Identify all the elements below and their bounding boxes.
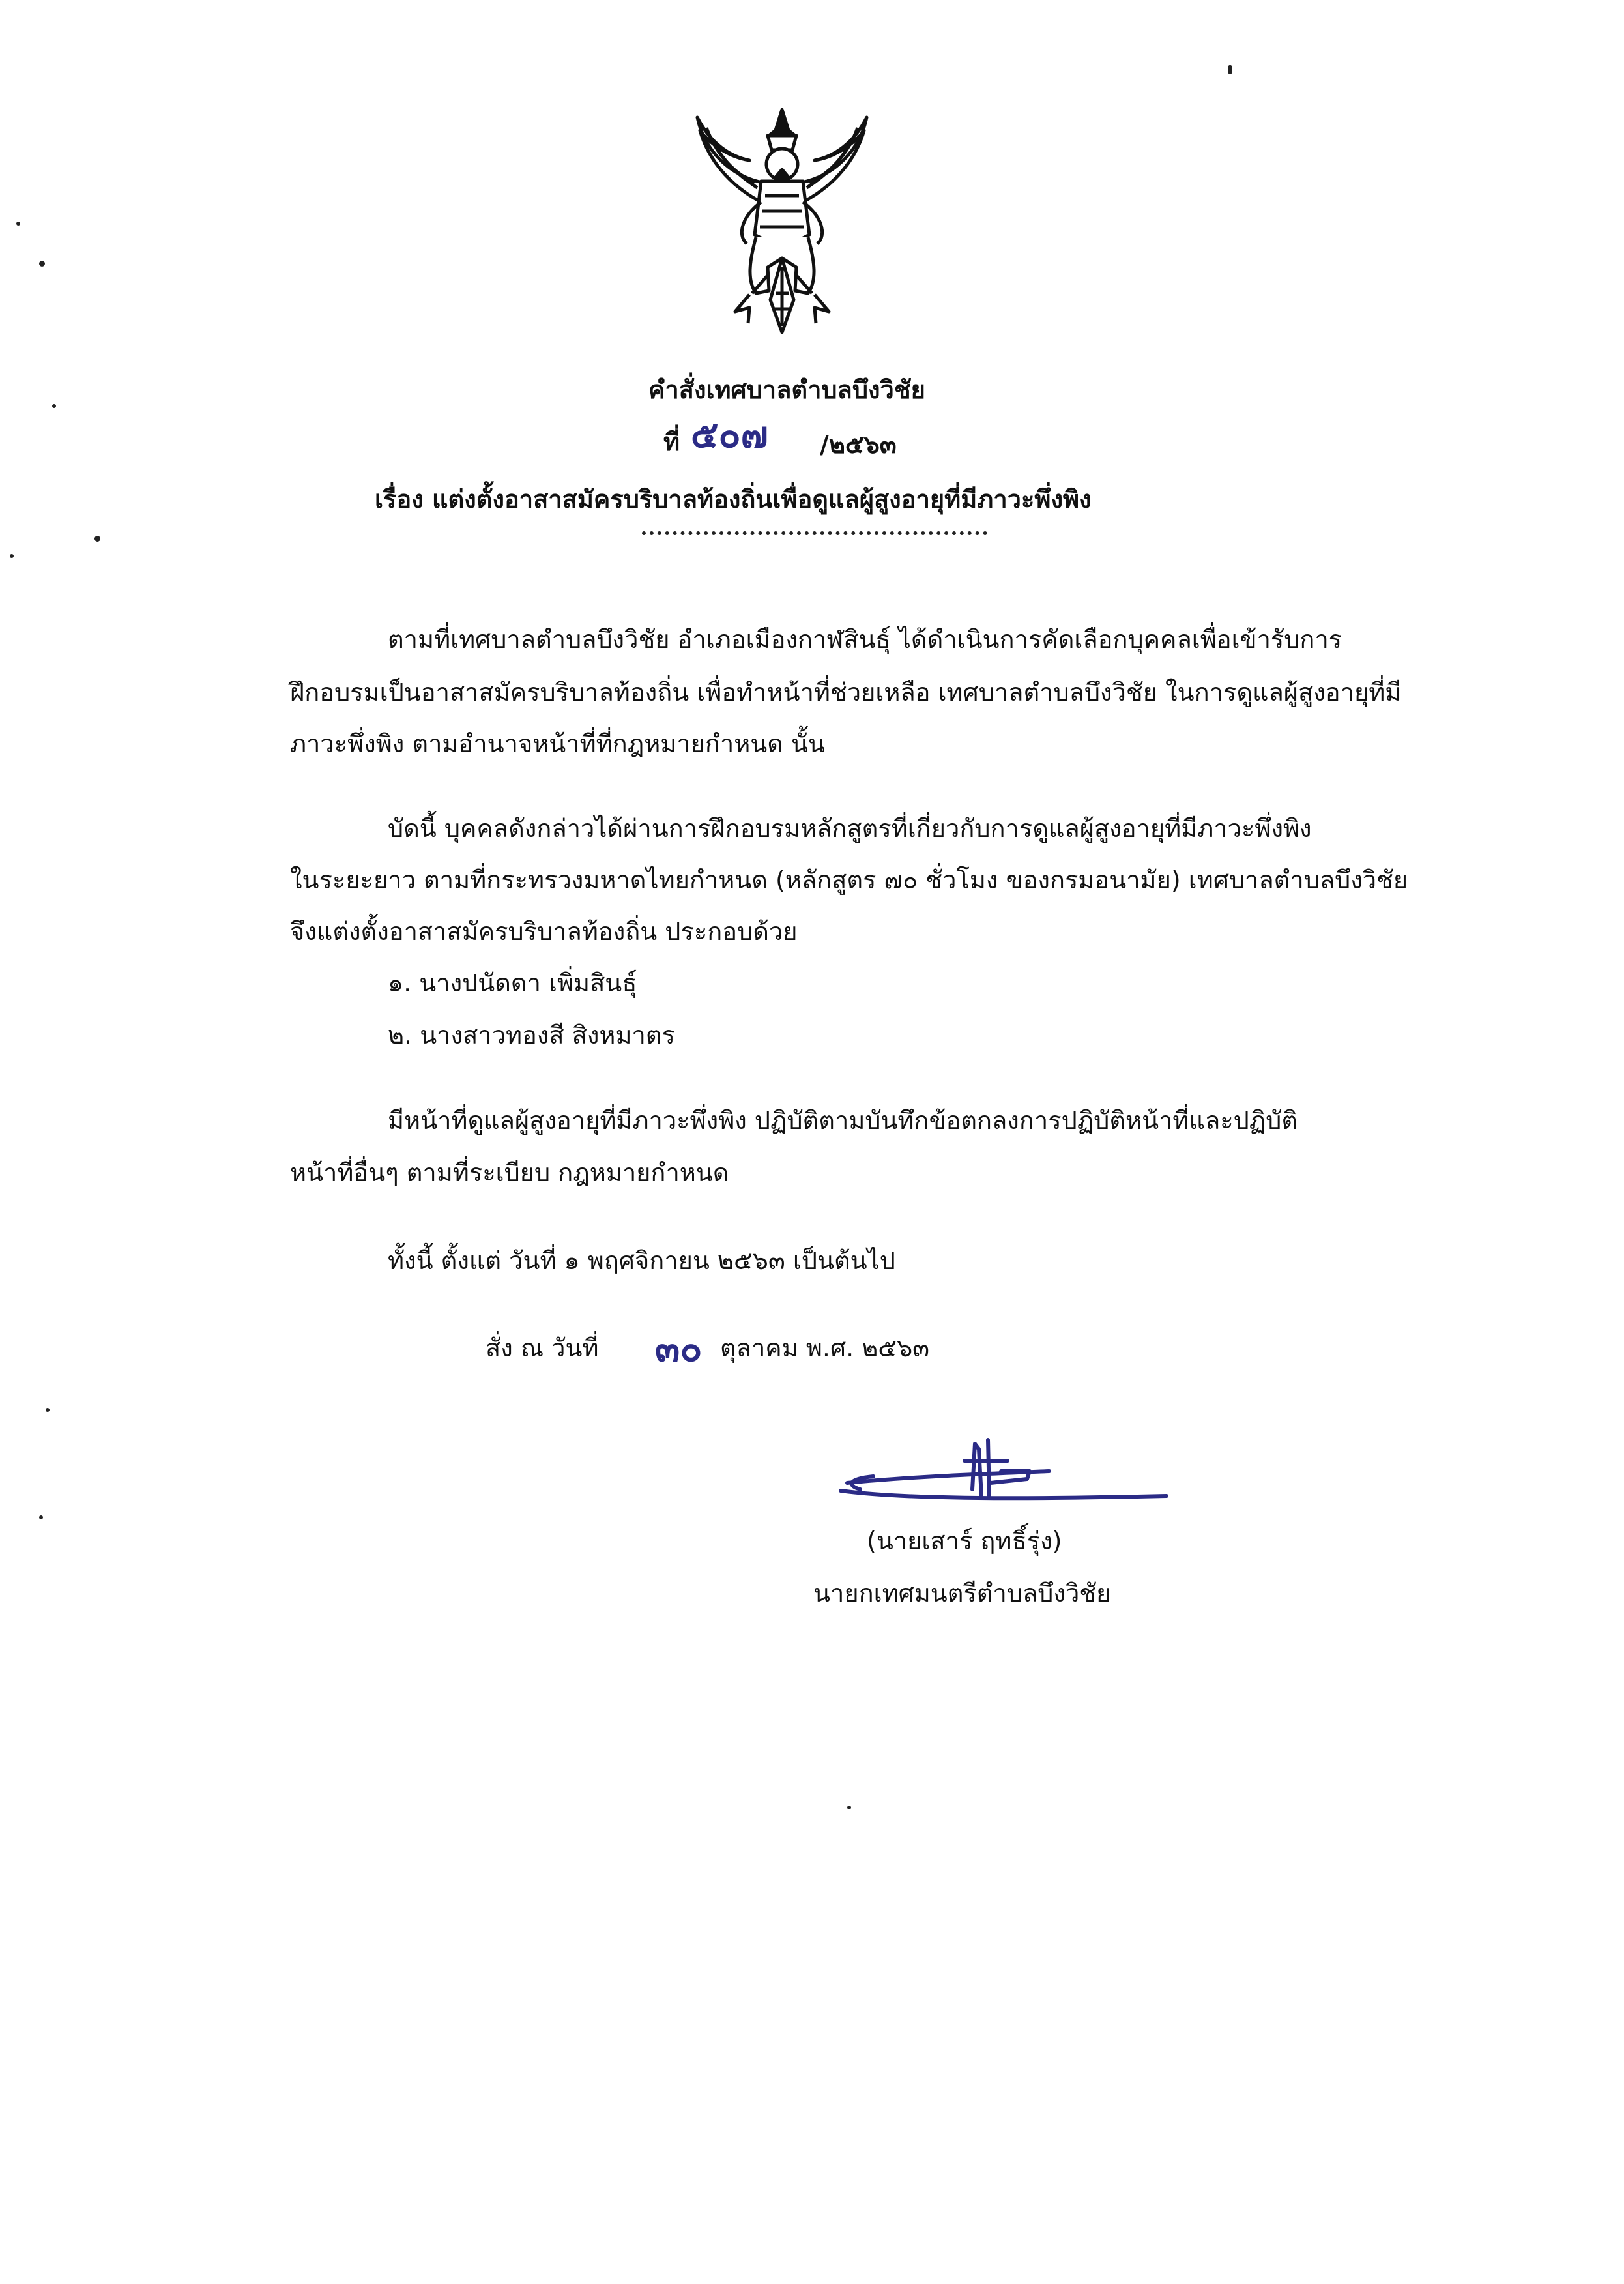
order-number-prefix: ที่	[663, 428, 680, 456]
scan-speck	[1228, 65, 1232, 74]
order-date-day-handwritten: ๓๐	[655, 1327, 703, 1370]
garuda-emblem-icon	[684, 104, 880, 339]
order-year: /๒๕๖๓	[820, 430, 897, 459]
paragraph-2-line-2: ในระยะยาว ตามที่กระทรวงมหาดไทยกำหนด (หลักสูตร ๗๐ ชั่วโมง ของกรมอนามัย) เทศบาลตำบลบึงวิชัย	[290, 866, 1408, 894]
order-date-prefix: สั่ง ณ วันที่	[486, 1334, 599, 1362]
paragraph-3-line-1: มีหน้าที่ดูแลผู้สูงอายุที่มีภาวะพึ่งพิง ปฏิบัติตามบันทึกข้อตกลงการปฏิบัติหน้าที่และปฏิบัติ	[388, 1106, 1298, 1135]
scan-speck	[847, 1806, 851, 1809]
appointee-list-item: ๒. นางสาวทองสี สิงหมาตร	[388, 1021, 675, 1049]
header-divider	[642, 531, 987, 535]
paragraph-2-line-1: บัดนี้ บุคคลดังกล่าวได้ผ่านการฝึกอบรมหลักสูตรที่เกี่ยวกับการดูแลผู้สูงอายุที่มีภาวะพึ่งพิง	[388, 814, 1312, 843]
appointee-list-item: ๑. นางปนัดดา เพิ่มสินธุ์	[388, 969, 637, 997]
scan-speck	[10, 554, 14, 558]
order-title: คำสั่งเทศบาลตำบลบึงวิชัย	[648, 375, 925, 404]
handwritten-signature	[834, 1431, 1173, 1529]
paragraph-1-line-1: ตามที่เทศบาลตำบลบึงวิชัย อำเภอเมืองกาฬสินธุ์ ได้ดำเนินการคัดเลือกบุคคลเพื่อเข้ารับการ	[388, 625, 1342, 654]
order-number-handwritten: ๕๐๗	[691, 413, 768, 456]
scan-speck	[94, 536, 100, 542]
scan-speck	[52, 404, 56, 408]
signatory-position: นายกเทศมนตรีตำบลบึงวิชัย	[813, 1579, 1111, 1607]
scan-speck	[39, 261, 45, 267]
effective-date: ทั้งนี้ ตั้งแต่ วันที่ ๑ พฤศจิกายน ๒๕๖๓ เป็นต้นไป	[388, 1246, 895, 1275]
scan-speck	[46, 1408, 50, 1412]
scan-speck	[16, 222, 20, 226]
paragraph-1-line-2: ฝึกอบรมเป็นอาสาสมัครบริบาลท้องถิ่น เพื่อทำหน้าที่ช่วยเหลือ เทศบาลตำบลบึงวิชัย ในการดูแลผู้สูงอายุที่มี	[290, 678, 1402, 707]
order-date-suffix: ตุลาคม พ.ศ. ๒๕๖๓	[720, 1334, 930, 1362]
paragraph-1-line-3: ภาวะพึ่งพิง ตามอำนาจหน้าที่ที่กฎหมายกำหนด นั้น	[290, 729, 825, 758]
paragraph-3-line-2: หน้าที่อื่นๆ ตามที่ระเบียบ กฎหมายกำหนด	[290, 1158, 729, 1187]
paragraph-2-line-3: จึงแต่งตั้งอาสาสมัครบริบาลท้องถิ่น ประกอบด้วย	[290, 917, 798, 946]
order-subject: เรื่อง แต่งตั้งอาสาสมัครบริบาลท้องถิ่นเพื่อดูแลผู้สูงอายุที่มีภาวะพึ่งพิง	[375, 485, 1092, 514]
signatory-name: (นายเสาร์ ฤทธิ์รุ่ง)	[867, 1527, 1062, 1555]
scan-speck	[39, 1515, 43, 1519]
